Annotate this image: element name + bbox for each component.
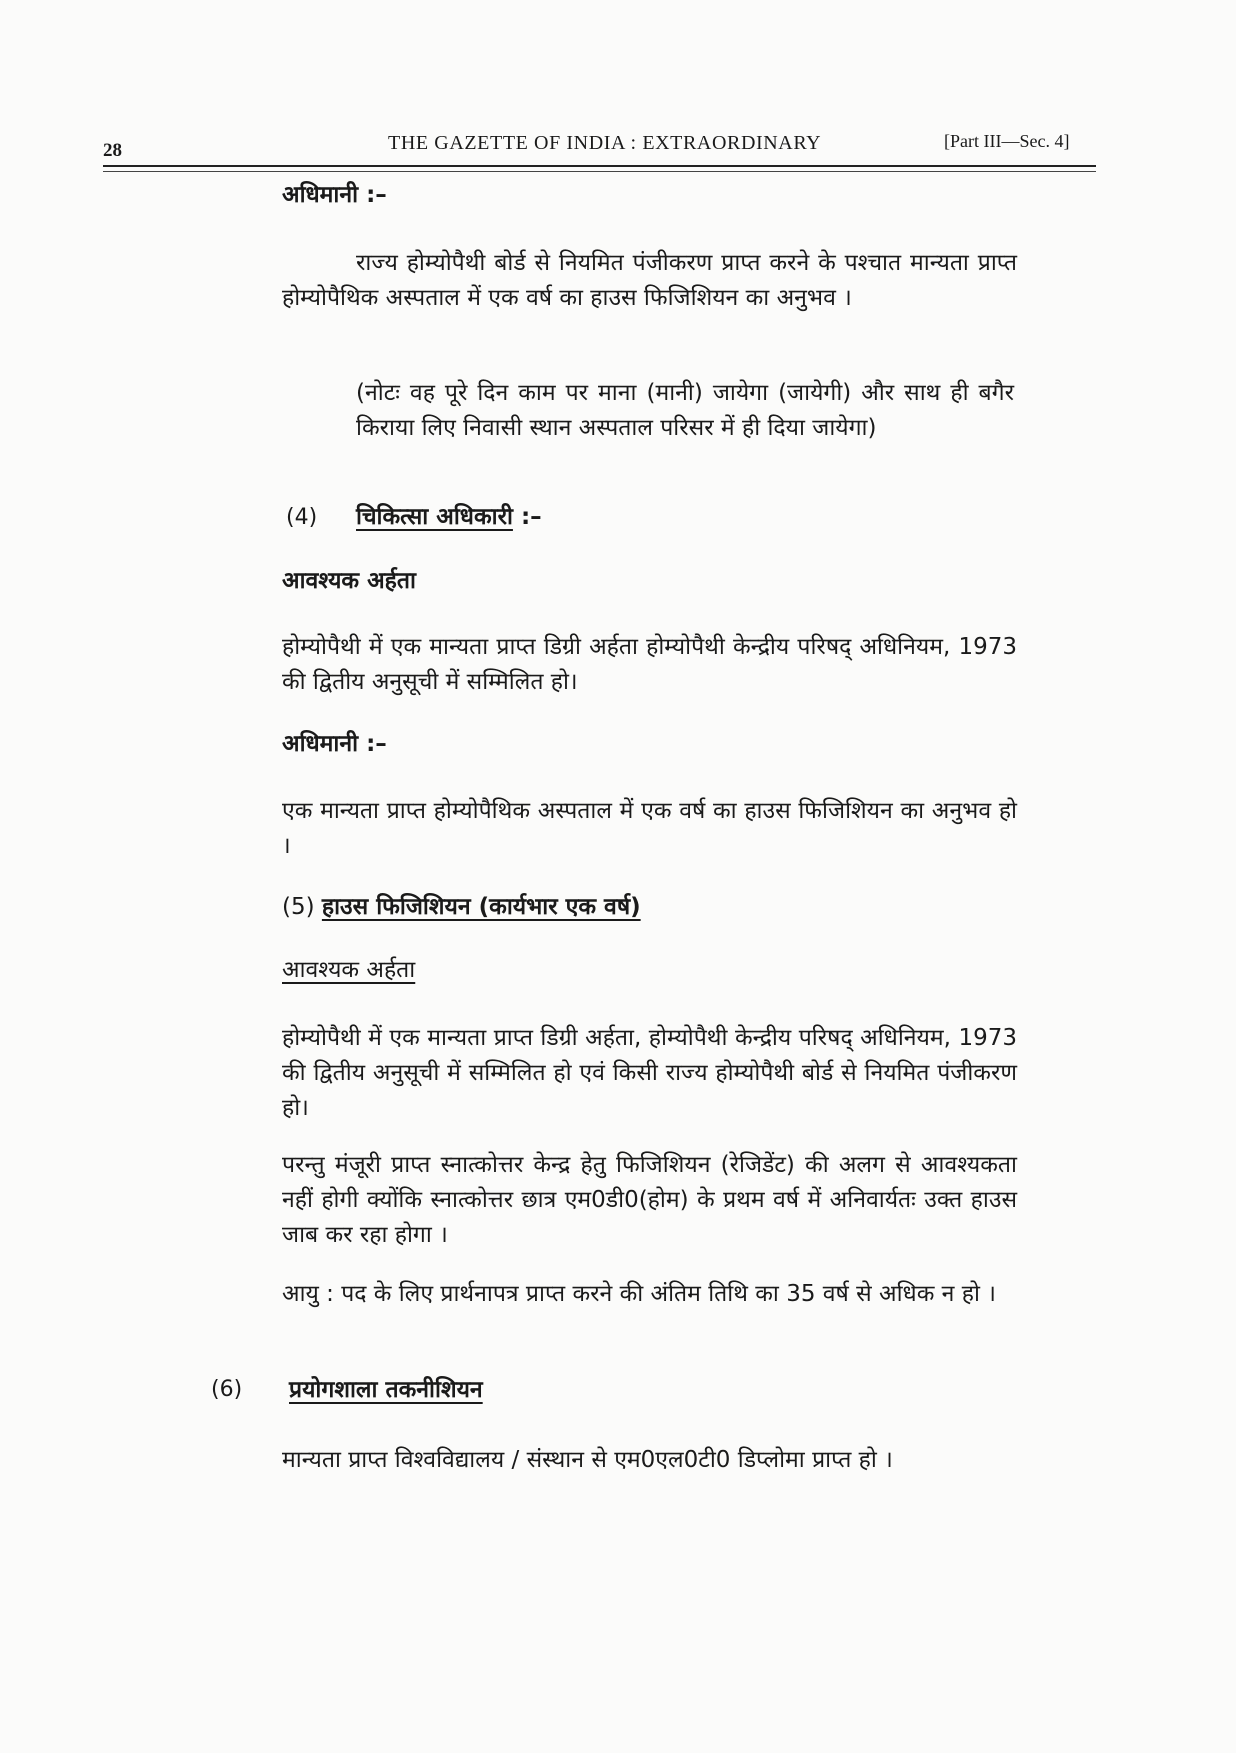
header-rule-thin — [103, 171, 1096, 172]
gazette-title: THE GAZETTE OF INDIA : EXTRAORDINARY — [388, 132, 822, 154]
preference-heading: अधिमानी :– — [282, 182, 387, 208]
section-title-5-text: हाउस फिजिशियन (कार्यभार एक वर्ष) — [321, 894, 641, 920]
part-section: [Part III—Sec. 4] — [944, 131, 1070, 151]
essential-qualification-paragraph-5: होम्योपैथी में एक मान्यता प्राप्त डिग्री अर्हता, होम्योपैथी केन्द्रीय परिषद् अधिनियम, 1973 की द्वितीय अनुसूची में सम्मिलित हो एवं किसी राज्य होम्योपैथी बोर्ड से नियमित पंजीकरण हो। — [282, 1025, 1017, 1121]
section-title-4-suffix: :– — [512, 504, 542, 530]
section-number-4: (4) — [286, 505, 318, 530]
page-header — [0, 0, 1236, 180]
preference-paragraph-4: एक मान्यता प्राप्त होम्योपैथिक अस्पताल में एक वर्ष का हाउस फिजिशियन का अनुभव हो । — [282, 798, 1017, 859]
page-number: 28 — [103, 140, 122, 161]
section-title-6: प्रयोगशाला तकनीशियन — [289, 1377, 483, 1403]
header-rule-thick — [103, 165, 1096, 167]
section-number-6: (6) — [211, 1377, 243, 1402]
section-title-4-text: चिकित्सा अधिकारी — [356, 504, 513, 530]
lab-technician-paragraph: मान्यता प्राप्त विश्वविद्यालय / संस्थान से एम0एल0टी0 डिप्लोमा प्राप्त हो । — [282, 1447, 893, 1473]
section-number-5: (5) — [282, 894, 322, 920]
section-title-5 — [282, 890, 641, 925]
preference-paragraph: राज्य होम्योपैथी बोर्ड से नियमित पंजीकरण प्राप्त करने के पश्चात मान्यता प्राप्त होम्योपैथिक अस्पताल में एक वर्ष का हाउस फिजिशियन का अनुभव । — [282, 250, 1017, 311]
age-paragraph: आयु : पद के लिए प्रार्थनापत्र प्राप्त करने की अंतिम तिथि का 35 वर्ष से अधिक न हो । — [282, 1281, 996, 1307]
essential-qualification-heading: आवश्यक अर्हता — [282, 568, 416, 594]
section-title-4 — [356, 500, 542, 535]
proviso-paragraph: परन्तु मंजूरी प्राप्त स्नात्कोत्तर केन्द्र हेतु फिजिशियन (रेजिडेंट) की अलग से आवश्यकता नहीं होगी क्योंकि स्नात्कोत्तर छात्र एम0डी0(होम) के प्रथम वर्ष में अनिवार्यतः उक्त हाउस जाब कर रहा होगा । — [282, 1152, 1017, 1248]
essential-qualification-paragraph: होम्योपैथी में एक मान्यता प्राप्त डिग्री अर्हता होम्योपैथी केन्द्रीय परिषद् अधिनियम, 1973 की द्वितीय अनुसूची में सम्मिलित हो। — [282, 634, 1017, 695]
preference-heading-4: अधिमानी :– — [282, 731, 387, 757]
note-paragraph: (नोटः वह पूरे दिन काम पर माना (मानी) जायेगा (जायेगी) और साथ ही बगैर किराया लिए निवासी स्थान अस्पताल परिसर में ही दिया जायेगा) — [356, 380, 1014, 441]
essential-qualification-heading-5: आवश्यक अर्हता — [282, 957, 416, 983]
